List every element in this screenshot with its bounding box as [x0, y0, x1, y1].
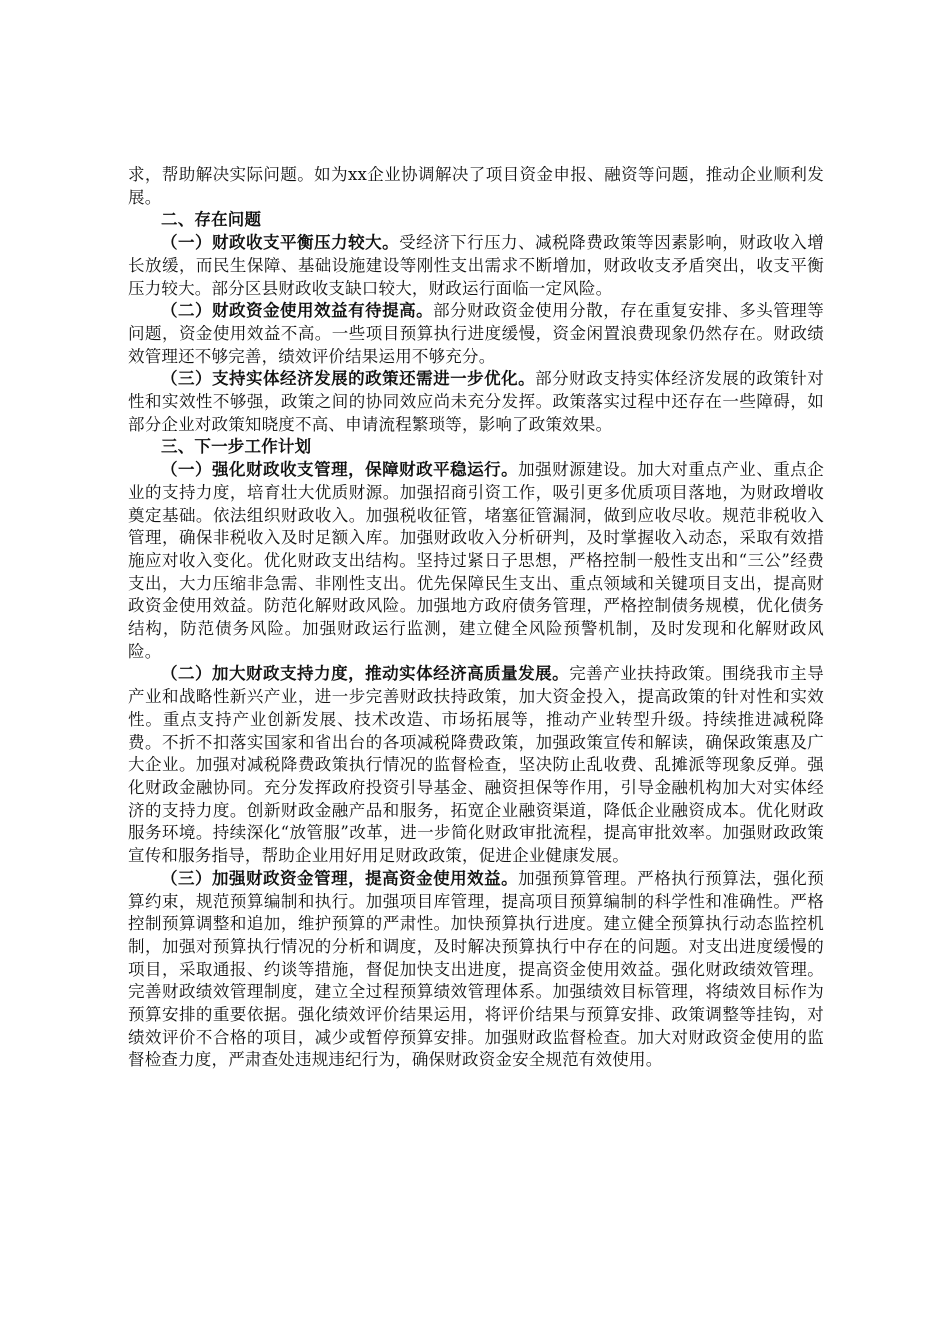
- heading-text: 三、下一步工作计划: [161, 437, 312, 457]
- problem-item-2: [128, 300, 824, 368]
- item-lead: （二）加大财政支持力度，推动实体经济高质量发展。: [161, 664, 570, 684]
- item-lead: （一）财政收支平衡压力较大。: [161, 233, 400, 253]
- item-lead: （三）加强财政资金管理，提高资金使用效益。: [161, 868, 519, 888]
- item-lead: （一）强化财政收支管理，保障财政平稳运行。: [161, 460, 519, 480]
- paragraph-text: 求，帮助解决实际问题。如为xx企业协调解决了项目资金申报、融资等问题，推动企业顺利发展。: [128, 165, 824, 207]
- document-body: [128, 164, 824, 1072]
- item-text: 完善产业扶持政策。围绕我市主导产业和战略性新兴产业，进一步完善财政扶持政策，加大资金投入，提高政策的针对性和实效性。重点支持产业创新发展、技术改造、市场拓展等，推动产业转型升级。持续推进减税降费。不折不扣落实国家和省出台的各项减税降费政策，加强政策宣传和解读，确保政策惠及广大企业。加强对减税降费政策执行情况的监督检查，坚决防止乱收费、乱摊派等现象反弹。强化财政金融协同。充分发挥政府投资引导基金、融资担保等作用，引导金融机构加大对实体经济的支持力度。创新财政金融产品和服务，拓宽企业融资渠道，降低企业融资成本。优化财政服务环境。持续深化“放管服”改革，进一步简化财政审批流程，提高审批效率。加强财政政策宣传和服务指导，帮助企业用好用足财政政策，促进企业健康发展。: [128, 664, 824, 866]
- item-text: 部分财政支持实体经济发展的政策针对性和实效性不够强，政策之间的协同效应尚未充分发挥。政策落实过程中还存在一些障碍，如部分企业对政策知晓度不高、申请流程繁琐等，影响了政策效果。: [128, 369, 824, 434]
- plan-item-1: [128, 459, 824, 663]
- heading-text: 二、存在问题: [161, 210, 262, 230]
- section-heading-problems: [128, 209, 824, 232]
- item-text: 加强财源建设。加大对重点产业、重点企业的支持力度，培育壮大优质财源。加强招商引资工作，吸引更多优质项目落地，为财政增收奠定基础。依法组织财政收入。加强税收征管，堵塞征管漏洞，做到应收尽收。规范非税收入管理，确保非税收入及时足额入库。加强财政收入分析研判，及时掌握收入动态，采取有效措施应对收入变化。优化财政支出结构。坚持过紧日子思想，严格控制一般性支出和“三公”经费支出，大力压缩非急需、非刚性支出。优先保障民生支出、重点领域和关键项目支出，提高财政资金使用效益。防范化解财政风险。加强地方政府债务管理，严格控制债务规模，优化债务结构，防范债务风险。加强财政运行监测，建立健全风险预警机制，及时发现和化解财政风险。: [128, 460, 825, 661]
- item-text: 加强预算管理。严格执行预算法，强化预算约束，规范预算编制和执行。加强项目库管理，提高项目预算编制的科学性和准确性。严格控制预算调整和追加，维护预算的严肃性。加快预算执行进度。建立健全预算执行动态监控机制，加强对预算执行情况的分析和调度，及时解决预算执行中存在的问题。对支出进度缓慢的项目，采取通报、约谈等措施，督促加快支出进度，提高资金使用效益。强化财政绩效管理。完善财政绩效管理制度，建立全过程预算绩效管理体系。加强绩效目标管理，将绩效目标作为预算安排的重要依据。强化绩效评价结果运用，将评价结果与预算安排、政策调整等挂钩，对绩效评价不合格的项目，减少或暂停预算安排。加强财政监督检查。加大对财政资金使用的监督检查力度，严肃查处违规违纪行为，确保财政资金安全规范有效使用。: [128, 868, 825, 1070]
- plan-item-3: [128, 868, 824, 1072]
- paragraph-continuation: [128, 164, 824, 209]
- section-heading-next-plan: [128, 436, 824, 459]
- item-text: 受经济下行压力、减税降费政策等因素影响，财政收入增长放缓，而民生保障、基础设施建设等刚性支出需求不断增加，财政收支矛盾突出，收支平衡压力较大。部分区县财政收支缺口较大，财政运行面临一定风险。: [128, 233, 824, 298]
- plan-item-2: [128, 663, 824, 867]
- item-lead: （三）支持实体经济发展的政策还需进一步优化。: [161, 369, 536, 389]
- item-text: 部分财政资金使用分散，存在重复安排、多头管理等问题，资金使用效益不高。一些项目预算执行进度缓慢，资金闲置浪费现象仍然存在。财政绩效管理还不够完善，绩效评价结果运用不够充分。: [128, 301, 824, 366]
- item-lead: （二）财政资金使用效益有待提高。: [161, 301, 434, 321]
- problem-item-1: [128, 232, 824, 300]
- problem-item-3: [128, 368, 824, 436]
